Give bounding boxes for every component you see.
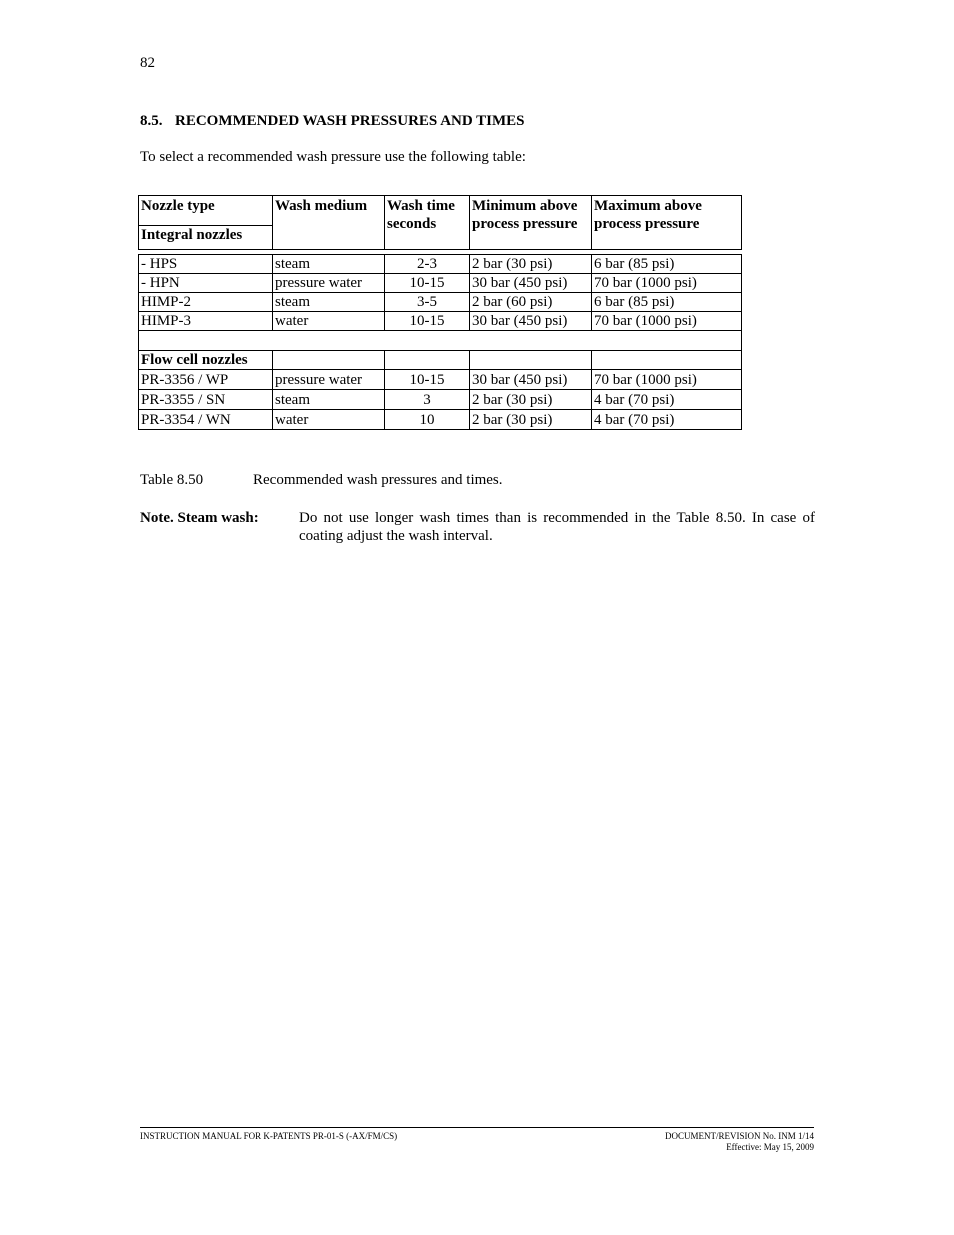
header-wash-time <box>385 196 470 250</box>
empty-cell <box>592 351 742 370</box>
group-label-integral: Integral nozzles <box>139 226 273 250</box>
cell-min-pressure: 2 bar (30 psi) <box>470 390 592 410</box>
header-wash-time-line1: Wash time <box>387 198 455 214</box>
wash-pressure-table <box>138 195 742 430</box>
note-label: Note. Steam wash: <box>140 510 259 526</box>
cell-nozzle: - HPN <box>139 274 273 293</box>
cell-medium: water <box>273 312 385 331</box>
page-number: 82 <box>140 55 155 71</box>
cell-min-pressure: 30 bar (450 psi) <box>470 312 592 331</box>
header-wash-medium <box>273 196 385 250</box>
cell-nozzle: PR-3354 / WN <box>139 410 273 430</box>
header-minimum <box>470 196 592 250</box>
cell-medium: steam <box>273 255 385 274</box>
table-row <box>139 410 742 430</box>
table-header-row <box>139 196 742 226</box>
cell-medium: pressure water <box>273 370 385 390</box>
cell-nozzle: HIMP-3 <box>139 312 273 331</box>
spacer-row <box>139 331 742 351</box>
cell-nozzle: PR-3355 / SN <box>139 390 273 410</box>
header-wash-medium-text: Wash medium <box>275 198 368 214</box>
cell-min-pressure: 2 bar (30 psi) <box>470 255 592 274</box>
cell-min-pressure: 2 bar (60 psi) <box>470 293 592 312</box>
cell-time: 10 <box>385 410 470 430</box>
section-number: 8.5. <box>140 113 163 129</box>
footer-manual-title: INSTRUCTION MANUAL FOR K-PATENTS PR-01-S (-AX/FM/CS) <box>140 1131 398 1141</box>
cell-medium: steam <box>273 293 385 312</box>
header-maximum-line1: Maximum above <box>594 198 702 214</box>
cell-min-pressure: 30 bar (450 psi) <box>470 274 592 293</box>
group-label-row <box>139 351 742 370</box>
header-nozzle-type: Nozzle type <box>139 196 273 226</box>
section-title: RECOMMENDED WASH PRESSURES AND TIMES <box>175 113 525 129</box>
footer-revision: DOCUMENT/REVISION No. INM 1/14 <box>665 1131 814 1141</box>
footer-effective-date: Effective: May 15, 2009 <box>726 1142 814 1152</box>
cell-time: 3 <box>385 390 470 410</box>
caption-number: Table 8.50 <box>140 472 204 488</box>
table-row <box>139 370 742 390</box>
cell-max-pressure: 4 bar (70 psi) <box>592 390 742 410</box>
note-text: Do not use longer wash times than is recommended in the Table 8.50. In case of coating adjust the wash interval. <box>299 510 815 544</box>
cell-time: 10-15 <box>385 312 470 331</box>
header-wash-time-line2: seconds <box>387 216 437 232</box>
cell-max-pressure: 6 bar (85 psi) <box>592 255 742 274</box>
header-maximum-line2: process pressure <box>594 216 700 232</box>
empty-cell <box>273 351 385 370</box>
cell-medium: steam <box>273 390 385 410</box>
footer-divider <box>140 1127 814 1128</box>
cell-max-pressure: 70 bar (1000 psi) <box>592 312 742 331</box>
cell-max-pressure: 4 bar (70 psi) <box>592 410 742 430</box>
table-row <box>139 293 742 312</box>
table-row <box>139 312 742 331</box>
cell-time: 3-5 <box>385 293 470 312</box>
section-heading <box>140 113 525 130</box>
header-minimum-line1: Minimum above <box>472 198 578 214</box>
header-minimum-line2: process pressure <box>472 216 578 232</box>
cell-max-pressure: 70 bar (1000 psi) <box>592 274 742 293</box>
cell-min-pressure: 2 bar (30 psi) <box>470 410 592 430</box>
cell-nozzle: - HPS <box>139 255 273 274</box>
table-row <box>139 390 742 410</box>
footer-document-info <box>665 1131 814 1153</box>
table-row <box>139 255 742 274</box>
empty-cell <box>470 351 592 370</box>
note-block <box>140 509 815 545</box>
empty-cell <box>385 351 470 370</box>
cell-min-pressure: 30 bar (450 psi) <box>470 370 592 390</box>
cell-medium: pressure water <box>273 274 385 293</box>
cell-max-pressure: 70 bar (1000 psi) <box>592 370 742 390</box>
header-maximum <box>592 196 742 250</box>
cell-nozzle: PR-3356 / WP <box>139 370 273 390</box>
table-caption <box>140 472 503 489</box>
group-label-flow-cell: Flow cell nozzles <box>139 351 273 370</box>
intro-text: To select a recommended wash pressure use the following table: <box>140 149 526 165</box>
cell-time: 10-15 <box>385 274 470 293</box>
cell-time: 10-15 <box>385 370 470 390</box>
cell-medium: water <box>273 410 385 430</box>
table-row <box>139 274 742 293</box>
cell-nozzle: HIMP-2 <box>139 293 273 312</box>
cell-max-pressure: 6 bar (85 psi) <box>592 293 742 312</box>
cell-time: 2-3 <box>385 255 470 274</box>
caption-text: Recommended wash pressures and times. <box>253 472 503 488</box>
